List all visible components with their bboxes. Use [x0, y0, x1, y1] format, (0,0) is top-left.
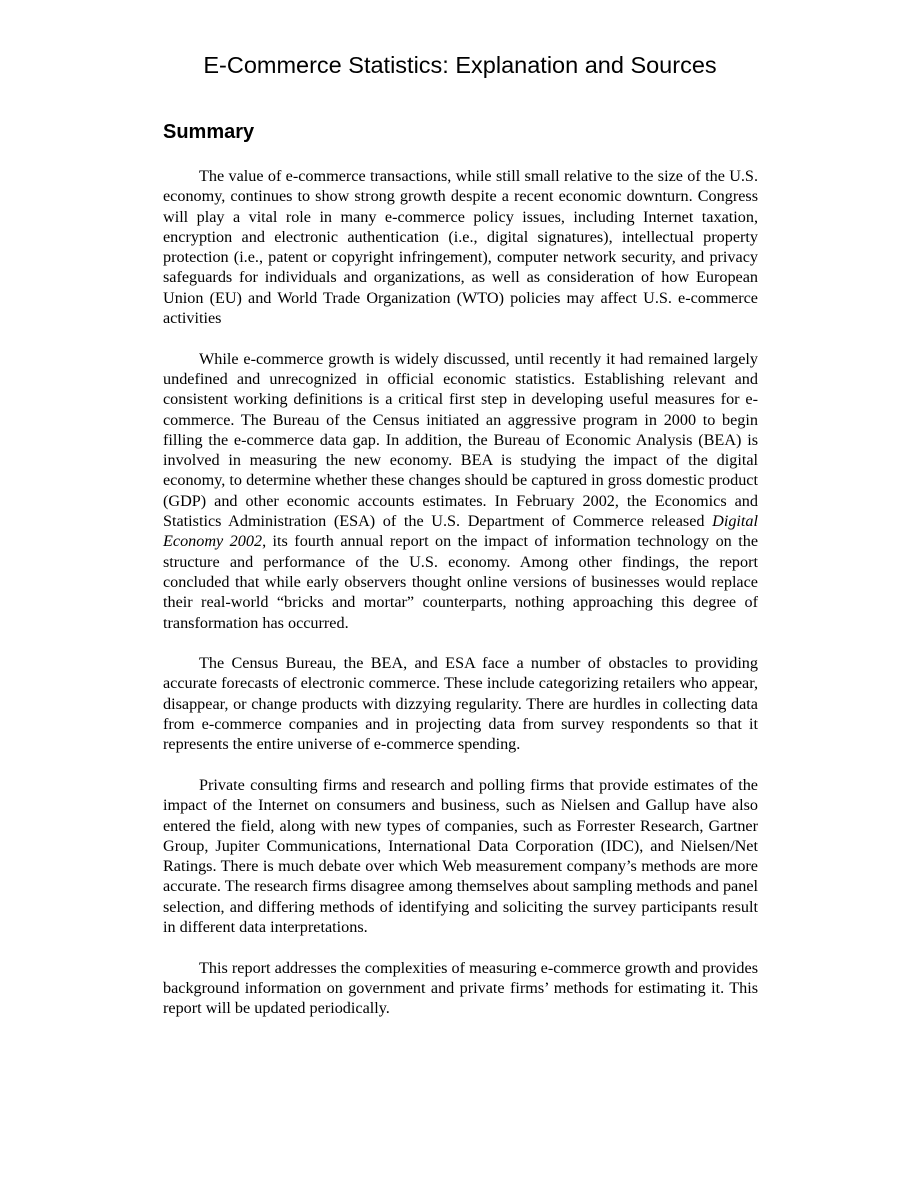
summary-paragraph-4: Private consulting firms and research and polling firms that provide estimates of the impact of the Internet on consumers and business, such as Nielsen and Gallup have also entered the field, along with new types of companies, such as Forrester Research, Gartner Group, Jupiter Communications, International Data Corporation (IDC), and Nielsen/Net Ratings. There is much debate over which Web measurement company’s methods are more accurate. The research firms disagree among themselves about sampling methods and panel selection, and differing methods of identifying and soliciting the survey participants result in different data interpretations. [163, 775, 758, 936]
paragraph-2-text-before: While e-commerce growth is widely discussed, until recently it had remained largely undefined and unrecognized in official economic statistics. Establishing relevant and consistent working definitions is a critical first step in developing useful measures for e-commerce. The Bureau of the Census initiated an aggressive program in 2000 to begin filling the e-commerce data gap. In addition, the Bureau of Economic Analysis (BEA) is involved in measuring the new economy. BEA is studying the impact of the digital economy, to determine whether these changes should be captured in gross domestic product (GDP) and other economic accounts estimates. In February 2002, the Economics and Statistics Administration (ESA) of the U.S. Department of Commerce released [163, 349, 758, 531]
summary-paragraph-1: The value of e-commerce transactions, while still small relative to the size of the U.S. economy, continues to show strong growth despite a recent economic downturn. Congress will play a vital role in many e-commerce policy issues, including Internet taxation, encryption and electronic authentication (i.e., digital signatures), intellectual property protection (i.e., patent or copyright infringement), computer network security, and privacy safeguards for individuals and organizations, as well as consideration of how European Union (EU) and World Trade Organization (WTO) policies may affect U.S. e-commerce activities [163, 167, 758, 328]
document-title: E-Commerce Statistics: Explanation and Sources [203, 52, 717, 78]
report-title-italic: Digital Economy 2002 [163, 512, 758, 551]
summary-body [163, 166, 758, 1039]
summary-paragraph-2 [163, 349, 758, 633]
section-heading-summary: Summary [163, 121, 255, 143]
summary-paragraph-5: This report addresses the complexities of measuring e-commerce growth and provides background information on government and private firms’ methods for estimating it. This report will be updated periodically. [163, 958, 758, 1018]
summary-paragraph-3: The Census Bureau, the BEA, and ESA face a number of obstacles to providing accurate forecasts of electronic commerce. These include categorizing retailers who appear, disappear, or change products with dizzying regularity. There are hurdles in collecting data from e-commerce companies and in projecting data from survey respondents so that it represents the entire universe of e-commerce spending. [163, 654, 758, 754]
paragraph-2-text-after: , its fourth annual report on the impact of information technology on the structure and performance of the U.S. economy. Among other findings, the report concluded that while early observers thought online versions of businesses would replace their real-world “bricks and mortar” counterparts, nothing approaching this degree of transformation has occurred. [163, 532, 758, 632]
